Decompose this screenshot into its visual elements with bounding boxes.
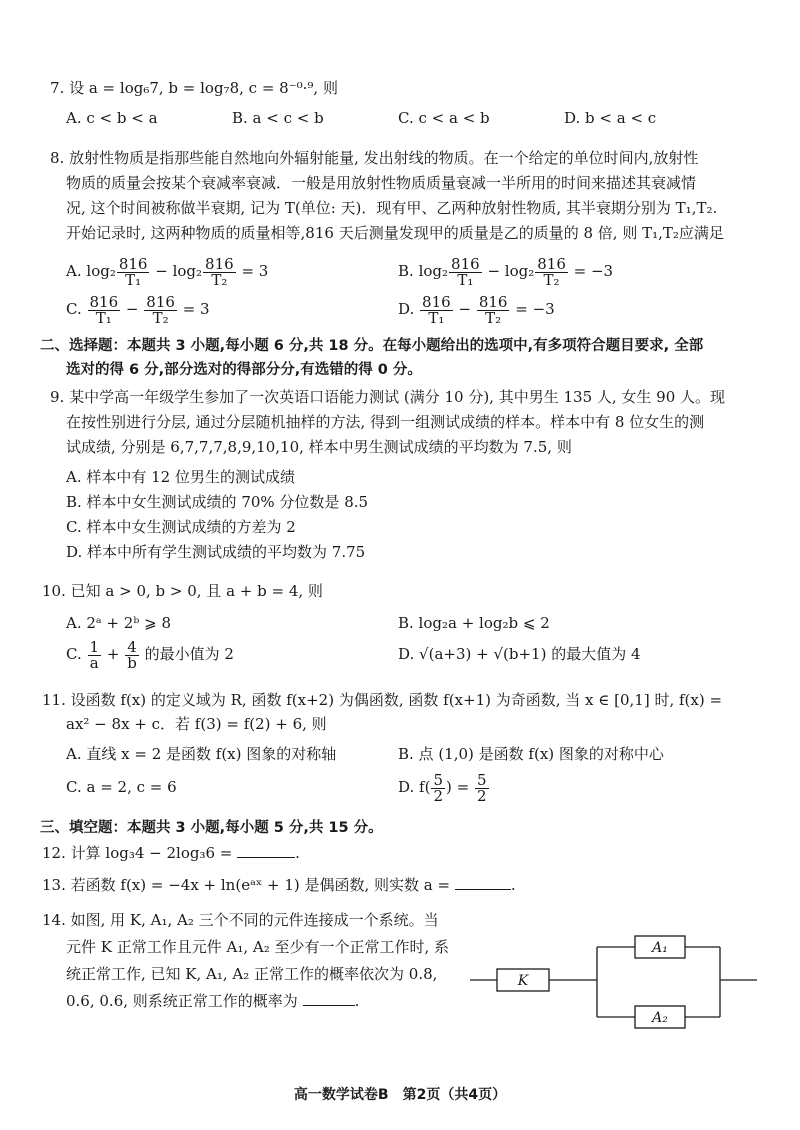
q8-option-b: B. log₂ $\frac{816}{\text{T₁}}$ − log₂ $\frac{816}{\text{T₂}}$ = −3: [398, 254, 614, 289]
q8-option-c: C. $\frac{816}{\text{T₁}}$ − $\frac{816}{\text{T₂}}$ = 3: [66, 292, 210, 327]
q7-option-a: A. c < b < a: [66, 109, 158, 127]
fraction: $\frac{816}{\text{T₁}}$: [422, 292, 451, 327]
q12: 12. 计算 log₃4 − 2log₃6 = .: [42, 844, 300, 862]
q14-line1: 14. 如图, 用 K, A₁, A₂ 三个不同的元件连接成一个系统。当: [42, 911, 439, 929]
q10-option-c: C. $\frac{1}{a}$ + $\frac{4}{b}$ 的最小值为 2: [66, 637, 234, 672]
q7-option-d: D. b < a < c: [564, 109, 657, 127]
q7-option-c: C. c < a < b: [398, 109, 490, 127]
q8-option-d: D. $\frac{816}{\text{T₁}}$ − $\frac{816}{\text{T₂}}$ = −3: [398, 292, 555, 327]
q11-option-c: C. a = 2, c = 6: [66, 778, 177, 796]
page-footer: 高一数学试卷B 第2页（共4页）: [293, 1087, 507, 1103]
q9-line2: 在按性别进行分层, 通过分层随机抽样的方法, 得到一组测试成绩的样本。样本中有 8 位女生的测: [66, 413, 705, 431]
q13: 13. 若函数 f(x) = −4x + ln(eᵃˣ + 1) 是偶函数, 则实数 a = .: [42, 876, 516, 894]
q14-line4: 0.6, 0.6, 则系统正常工作的概率为 .: [66, 992, 360, 1010]
q7-stem: 7. 设 a = log₆7, b = log₇8, c = 8⁻⁰·⁹, 则: [50, 79, 338, 97]
q11-line1: 11. 设函数 f(x) 的定义域为 R, 函数 f(x+2) 为偶函数, 函数 f(x+1) 为奇函数, 当 x ∈ [0,1] 时, f(x) =: [42, 691, 723, 709]
fraction: $\frac{816}{\text{T₂}}$: [537, 254, 566, 289]
q8-line2: 物质的质量会按某个衰减率衰减．一般是用放射性物质质量衰减一半所用的时间来描述其衰减情: [66, 174, 697, 192]
q11-option-a: A. 直线 x = 2 是函数 f(x) 图象的对称轴: [66, 745, 337, 763]
q9-option-b: B. 样本中女生测试成绩的 70% 分位数是 8.5: [66, 493, 369, 511]
q11-line2: ax² − 8x + c．若 f(3) = f(2) + 6, 则: [66, 715, 327, 733]
q11-option-d: D. f( $\frac{5}{2}$ ) = $\frac{5}{2}$: [398, 770, 487, 805]
q10-option-d: D. √(a+3) + √(b+1) 的最大值为 4: [398, 645, 641, 663]
q10-stem: 10. 已知 a > 0, b > 0, 且 a + b = 4, 则: [42, 582, 323, 600]
fraction: $\frac{5}{2}$: [476, 770, 487, 805]
q8-option-a: A. log₂ $\frac{816}{\text{T₁}}$ − log₂ $\frac{816}{\text{T₂}}$ = 3: [66, 254, 269, 289]
q14-line2: 元件 K 正常工作且元件 A₁, A₂ 至少有一个正常工作时, 系: [66, 938, 450, 956]
fraction: $\frac{816}{\text{T₂}}$: [146, 292, 175, 327]
fraction: $\frac{816}{\text{T₁}}$: [451, 254, 480, 289]
fraction: $\frac{1}{a}$: [89, 637, 100, 672]
section2-heading: 二、选择题：本题共 3 小题,每小题 6 分,共 18 分。在每小题给出的选项中,有多项符合题目要求, 全部: [40, 338, 704, 354]
fraction: $\frac{816}{\text{T₂}}$: [205, 254, 234, 289]
fraction: $\frac{816}{\text{T₁}}$: [118, 254, 148, 289]
section2-heading-cont: 选对的得 6 分,部分选对的得部分分,有选错的得 0 分。: [66, 362, 422, 378]
fraction: $\frac{5}{2}$: [433, 770, 443, 805]
fraction: $\frac{816}{\text{T₂}}$: [478, 292, 508, 327]
q8-line1: 8. 放射性物质是指那些能自然地向外辐射能量, 发出射线的物质。在一个给定的单位时间内,放射性: [50, 149, 699, 167]
q10-option-a: A. 2ᵃ + 2ᵇ ⩾ 8: [66, 614, 171, 632]
q11-option-b: B. 点 (1,0) 是函数 f(x) 图象的对称中心: [398, 745, 664, 763]
q7-option-b: B. a < c < b: [232, 109, 324, 127]
label-a1: A₁: [652, 940, 668, 956]
answer-blank[interactable]: [455, 875, 511, 890]
q9-line1: 9. 某中学高一年级学生参加了一次英语口语能力测试 (满分 10 分), 其中男生 135 人, 女生 90 人。现: [50, 388, 726, 406]
fraction: $\frac{4}{b}$: [127, 637, 137, 672]
circuit-diagram: [465, 925, 765, 1030]
answer-blank[interactable]: [303, 991, 355, 1006]
q9-line3: 试成绩, 分别是 6,7,7,7,8,9,10,10, 样本中男生测试成绩的平均数为 7.5, 则: [66, 438, 572, 456]
q9-option-a: A. 样本中有 12 位男生的测试成绩: [66, 468, 295, 486]
answer-blank[interactable]: [237, 843, 295, 858]
fraction: $\frac{816}{\text{T₁}}$: [89, 292, 119, 327]
q10-option-b: B. log₂a + log₂b ⩽ 2: [398, 614, 550, 632]
q8-line4: 开始记录时, 这两种物质的质量相等,816 天后测量发现甲的质量是乙的质量的 8 倍, 则 T₁,T₂应满足: [66, 224, 724, 242]
label-k: K: [517, 973, 529, 989]
q9-option-d: D. 样本中所有学生测试成绩的平均数为 7.75: [66, 543, 366, 561]
q8-line3: 况, 这个时间被称做半衰期, 记为 T(单位: 天)．现有甲、乙两种放射性物质, 其半衰期分别为 T₁,T₂.: [66, 199, 718, 217]
label-a2: A₂: [652, 1010, 668, 1026]
q14-line3: 统正常工作, 已知 K, A₁, A₂ 正常工作的概率依次为 0.8,: [66, 965, 438, 983]
q9-option-c: C. 样本中女生测试成绩的方差为 2: [66, 518, 296, 536]
section3-heading: 三、填空题：本题共 3 小题,每小题 5 分,共 15 分。: [40, 820, 383, 836]
